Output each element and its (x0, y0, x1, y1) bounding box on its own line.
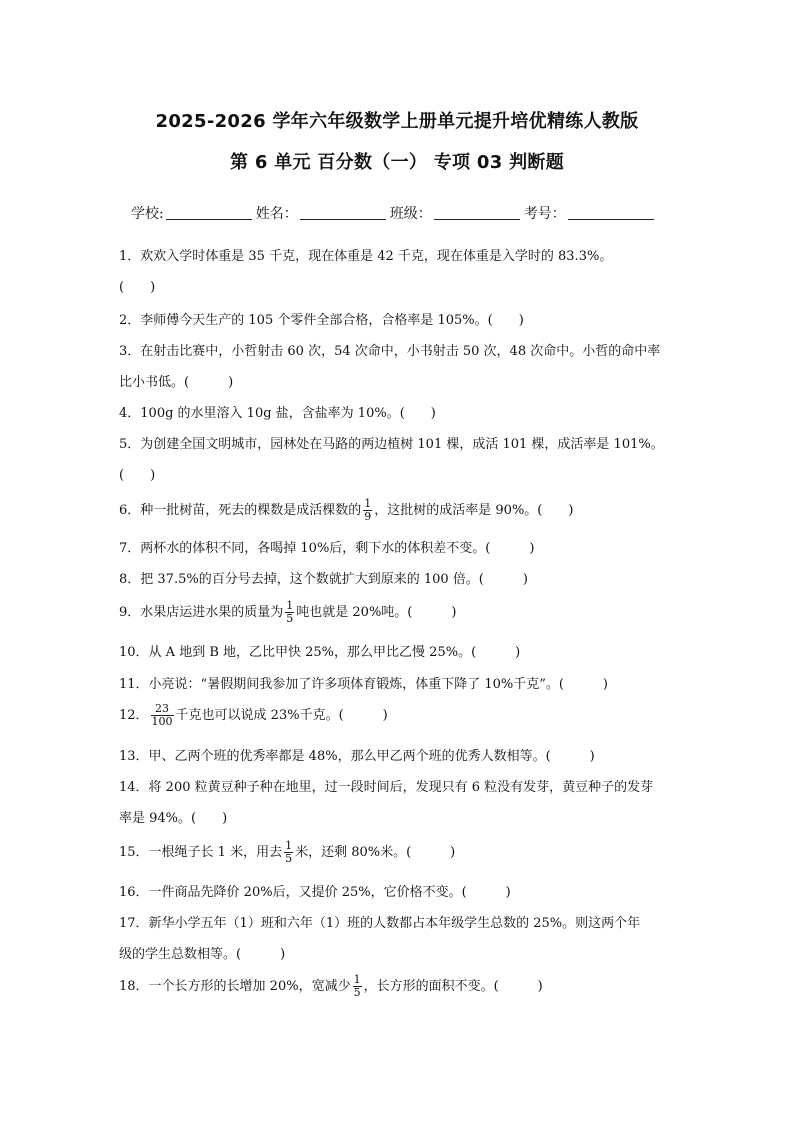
question-1-line-1: 1．欢欢入学时体重是 35 千克，现在体重是 42 千克，现在体重是入学时的 83.3%。 (119, 249, 613, 264)
fraction: $\frac{1}{5}$ (285, 839, 293, 865)
question-9-text-before: 9．水果店运进水果的质量为 (119, 605, 284, 620)
exam-number-field[interactable] (568, 218, 654, 220)
question-7: 7．两杯水的体积不同，各喝掉 10%后，剩下水的体积差不变。( ) (119, 541, 535, 556)
question-9 (119, 600, 689, 625)
question-6 (119, 498, 689, 523)
question-15 (119, 840, 689, 865)
school-field[interactable] (166, 218, 252, 220)
student-info-row (131, 203, 691, 223)
question-4: 4．100g 的水里溶入 10g 盐，含盐率为 10%。( ) (119, 406, 436, 421)
question-3-line-1: 3．在射击比赛中，小哲射击 60 次，54 次命中，小书射击 50 次，48 次命中。小哲的命中率 (119, 344, 661, 359)
question-6-text-after: ，这批树的成活率是 90%。( ) (374, 503, 574, 518)
question-12 (119, 703, 689, 728)
question-10: 10．从 A 地到 B 地，乙比甲快 25%，那么甲比乙慢 25%。( ) (119, 645, 521, 660)
fraction: $\frac{1}{9}$ (364, 497, 372, 523)
exam-number-label: 考号： (523, 206, 566, 222)
page-title: 2025-2026 学年六年级数学上册单元提升培优精练人教版 (155, 111, 639, 132)
question-11: 11．小亮说：“暑假期间我参加了许多项体育锻炼，体重下降了 10%千克”。( ) (119, 677, 609, 692)
question-18-text-after: ，长方形的面积不变。( ) (363, 979, 543, 994)
name-label: 姓名： (255, 206, 298, 222)
question-18-text-before: 18．一个长方形的长增加 20%，宽减少 (119, 979, 351, 994)
page-subtitle: 第 6 单元 百分数（一） 专项 03 判断题 (229, 152, 565, 173)
question-8: 8．把 37.5%的百分号去掉，这个数就扩大到原来的 100 倍。( ) (119, 572, 528, 587)
fraction: $\frac{1}{5}$ (353, 973, 361, 999)
question-5-line-1: 5．为创建全国文明城市，园林处在马路的两边植树 101 棵，成活 101 棵，成活率是 101%。 (119, 437, 664, 452)
question-12-text-after: 千克也可以说成 23%千克。( ) (175, 708, 388, 723)
class-field[interactable] (434, 218, 520, 220)
question-12-text-before: 12． (119, 708, 149, 723)
question-15-text-before: 15．一根绳子长 1 米，用去 (119, 845, 283, 860)
question-15-text-after: 米，还剩 80%米。( ) (295, 845, 456, 860)
question-18 (119, 974, 689, 999)
question-14-line-1: 14．将 200 粒黄豆种子种在地里，过一段时间后，发现只有 6 粒没有发芽，黄豆种子的发芽 (119, 780, 654, 795)
question-14-line-2: 率是 94%。( ) (119, 811, 228, 826)
class-label: 班级： (389, 206, 432, 222)
question-16: 16．一件商品先降价 20%后，又提价 25%，它价格不变。( ) (119, 885, 511, 900)
fraction: $\frac{23}{100}$ (151, 702, 173, 728)
question-17-line-1: 17．新华小学五年（1）班和六年（1）班的人数都占本年级学生总数的 25%。则这两个年 (119, 916, 641, 931)
school-label: 学校: (131, 206, 164, 222)
question-3-line-2: 比小书低。( ) (119, 375, 234, 390)
question-6-text-before: 6．种一批树苗，死去的棵数是成活棵数的 (119, 503, 362, 518)
question-5-line-2: ( ) (119, 468, 156, 483)
question-9-text-after: 吨也就是 20%吨。( ) (296, 605, 457, 620)
fraction: $\frac{1}{5}$ (286, 599, 294, 625)
question-17-line-2: 级的学生总数相等。( ) (119, 947, 286, 962)
question-2: 2．李师傅今天生产的 105 个零件全部合格，合格率是 105%。( ) (119, 313, 524, 328)
question-13: 13．甲、乙两个班的优秀率都是 48%，那么甲乙两个班的优秀人数相等。( ) (119, 749, 595, 764)
name-field[interactable] (300, 218, 386, 220)
question-1-line-2: ( ) (119, 280, 156, 295)
